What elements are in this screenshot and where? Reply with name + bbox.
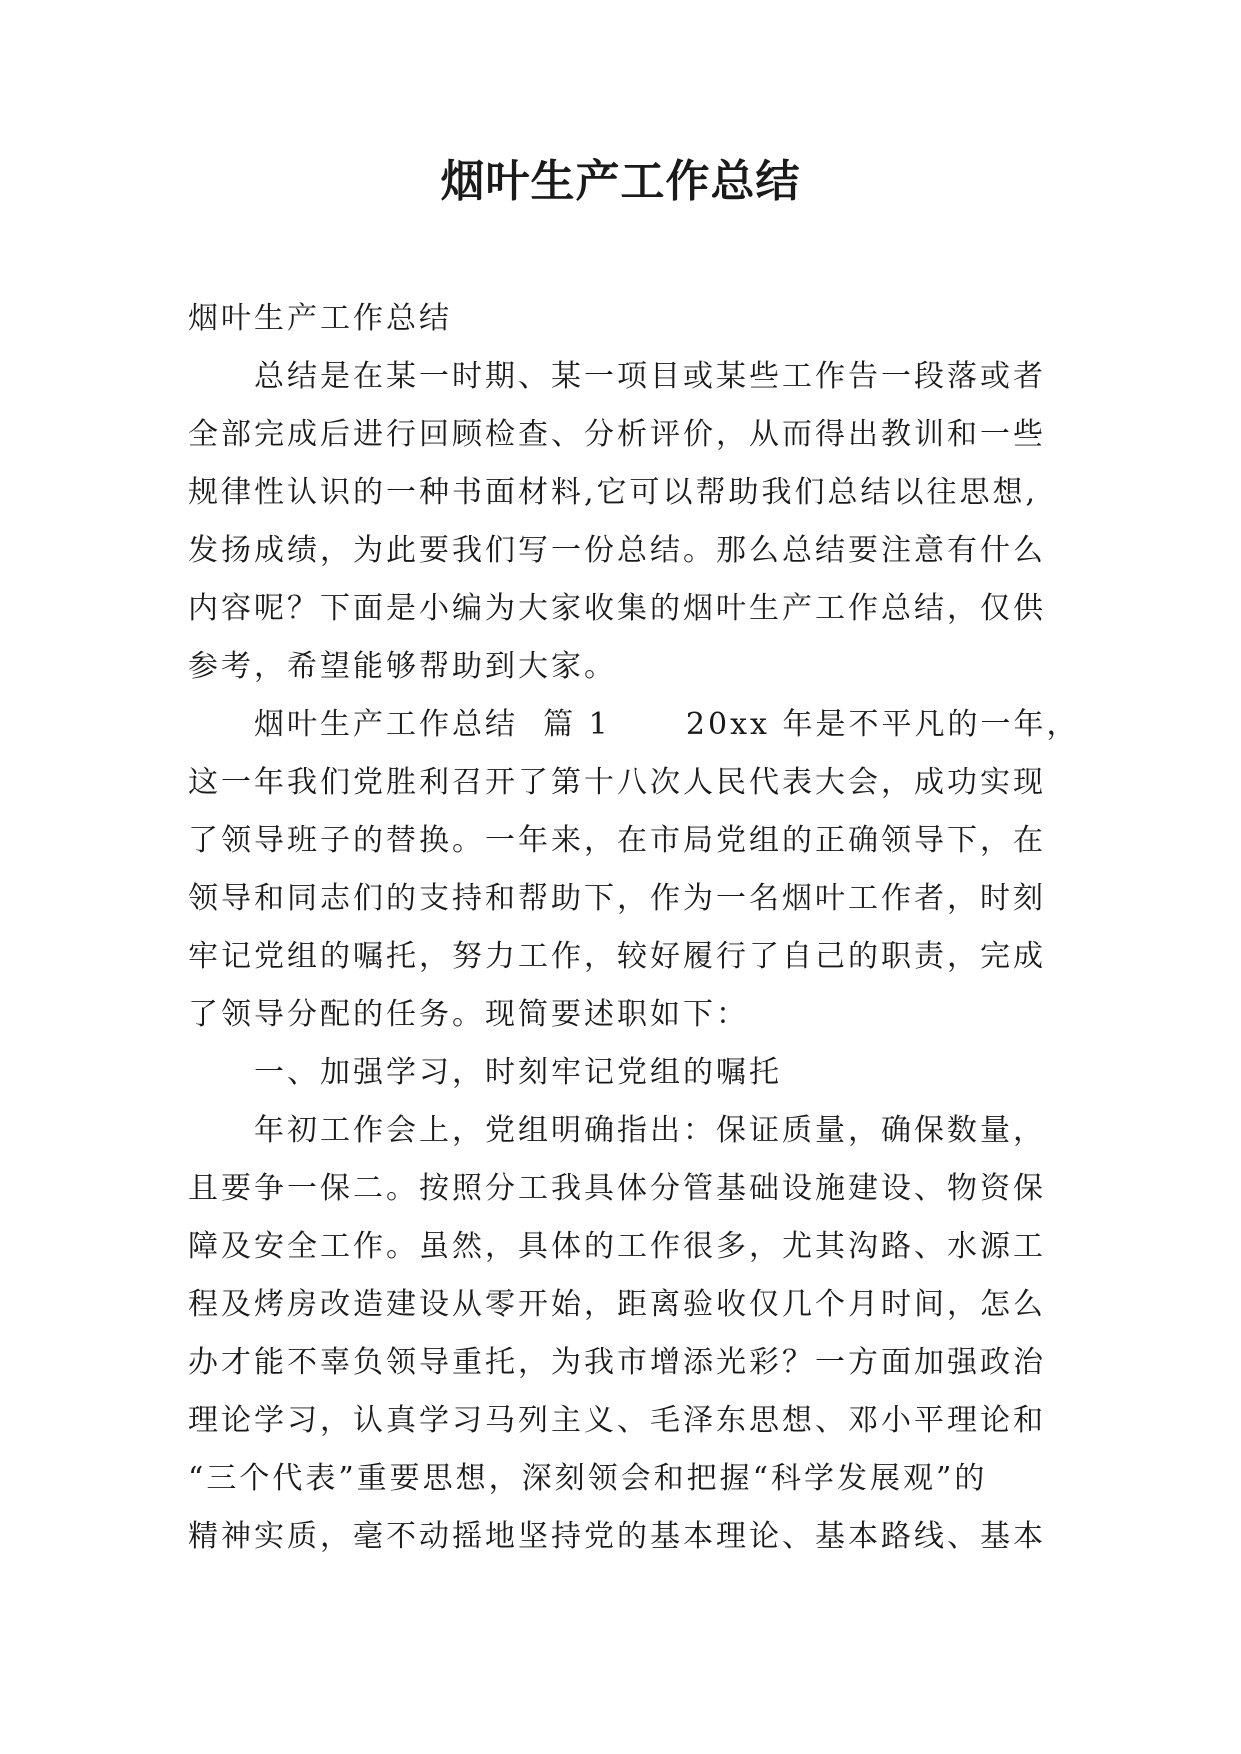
- body-line-19: 办才能不辜负领导重托，为我市增添光彩？一方面加强政治: [188, 1345, 1046, 1380]
- body-line-14: 一、加强学习，时刻牢记党组的嘱托: [254, 1055, 782, 1090]
- body-line-18: 程及烤房改造建设从零开始，距离验收仅几个月时间，怎么: [188, 1287, 1046, 1322]
- body-line-5: 发扬成绩，为此要我们写一份总结。那么总结要注意有什么: [188, 533, 1046, 568]
- body-line-11: 领导和同志们的支持和帮助下，作为一名烟叶工作者，时刻: [188, 881, 1046, 916]
- body-line-21: “三个代表”重要思想，深刻领会和把握“科学发展观”的: [188, 1461, 988, 1496]
- body-line-12: 牢记党组的嘱托，努力工作，较好履行了自己的职责，完成: [188, 939, 1046, 974]
- body-line-15: 年初工作会上，党组明确指出：保证质量，确保数量，: [254, 1113, 1046, 1148]
- document-title: 烟叶生产工作总结: [440, 156, 801, 207]
- body-line-13: 了领导分配的任务。现简要述职如下：: [188, 997, 749, 1032]
- body-line-10: 了领导班子的替换。一年来，在市局党组的正确领导下，在: [188, 823, 1046, 858]
- body-line-2: 总结是在某一时期、某一项目或某些工作告一段落或者: [254, 359, 1046, 394]
- body-line-20: 理论学习，认真学习马列主义、毛泽东思想、邓小平理论和: [188, 1403, 1046, 1438]
- body-line-6: 内容呢？下面是小编为大家收集的烟叶生产工作总结，仅供: [188, 591, 1046, 626]
- body-line-4: 规律性认识的一种书面材料,它可以帮助我们总结以往思想,: [188, 475, 1039, 510]
- body-line-9: 这一年我们党胜利召开了第十八次人民代表大会，成功实现: [188, 765, 1046, 800]
- body-line-1: 烟叶生产工作总结: [188, 301, 452, 336]
- body-line-8: 烟叶生产工作总结 篇 1 20xx 年是不平凡的一年，: [254, 707, 1080, 742]
- body-line-3: 全部完成后进行回顾检查、分析评价，从而得出教训和一些: [188, 417, 1046, 452]
- body-line-22: 精神实质，毫不动摇地坚持党的基本理论、基本路线、基本: [188, 1519, 1046, 1554]
- document-body: [188, 290, 1080, 1566]
- body-line-17: 障及安全工作。虽然，具体的工作很多，尤其沟路、水源工: [188, 1229, 1046, 1264]
- body-line-7: 参考，希望能够帮助到大家。: [188, 649, 617, 684]
- body-line-16: 且要争一保二。按照分工我具体分管基础设施建设、物资保: [188, 1171, 1046, 1206]
